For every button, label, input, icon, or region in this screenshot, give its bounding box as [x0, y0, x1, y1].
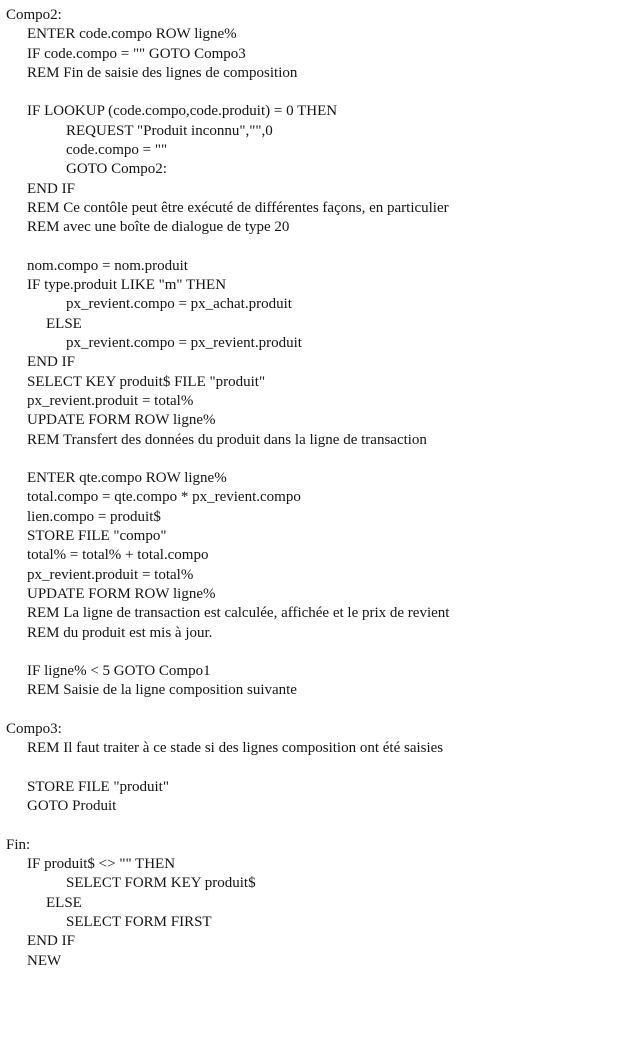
code-line: REQUEST "Produit inconnu","",0 — [66, 122, 273, 139]
blank-line — [6, 816, 636, 835]
code-line: REM Fin de saisie des lignes de composition — [27, 64, 298, 81]
code-line: SELECT FORM FIRST — [66, 913, 212, 930]
code-line: px_revient.compo = px_achat.produit — [66, 296, 292, 313]
code-line: UPDATE FORM ROW ligne% — [27, 585, 216, 602]
blank-line — [6, 450, 636, 469]
code-line: REM La ligne de transaction est calculée, affichée et le prix de revient — [27, 605, 450, 622]
code-line: REM Transfert des données du produit dans la ligne de transaction — [27, 431, 427, 448]
code-listing — [6, 6, 636, 971]
code-line: ELSE — [46, 315, 82, 332]
code-line: STORE FILE "compo" — [27, 528, 167, 545]
code-line: IF type.produit LIKE "m" THEN — [27, 277, 227, 294]
code-line: ENTER code.compo ROW ligne% — [27, 26, 237, 43]
code-label: Compo2: — [6, 7, 62, 23]
code-line: END IF — [27, 354, 75, 371]
blank-line — [6, 643, 636, 662]
code-label: Compo3: — [6, 720, 62, 737]
code-line: code.compo = "" — [66, 142, 168, 159]
code-line: REM Saisie de la ligne composition suivante — [27, 682, 297, 699]
code-line: IF produit$ <> "" THEN — [27, 856, 176, 873]
code-line: IF ligne% < 5 GOTO Compo1 — [27, 663, 211, 680]
code-line: REM avec une boîte de dialogue de type 20 — [27, 219, 290, 236]
code-line: px_revient.produit = total% — [27, 566, 194, 583]
code-line: total% = total% + total.compo — [27, 547, 209, 564]
code-line: total.compo = qte.compo * px_revient.compo — [27, 489, 301, 506]
code-line: UPDATE FORM ROW ligne% — [27, 412, 216, 429]
code-line: IF LOOKUP (code.compo,code.produit) = 0 THEN — [27, 103, 338, 120]
code-line: lien.compo = produit$ — [27, 508, 161, 525]
blank-line — [6, 701, 636, 720]
code-line: SELECT KEY produit$ FILE "produit" — [27, 373, 266, 390]
code-line: IF code.compo = "" GOTO Compo3 — [27, 45, 246, 62]
code-line: END IF — [27, 933, 75, 950]
code-line: GOTO Compo2: — [66, 161, 167, 178]
blank-line — [6, 83, 636, 102]
code-line: STORE FILE "produit" — [27, 778, 169, 795]
code-line: REM Ce contôle peut être exécuté de différentes façons, en particulier — [27, 199, 449, 216]
blank-line — [6, 759, 636, 778]
code-line: px_revient.produit = total% — [27, 392, 194, 409]
code-line: px_revient.compo = px_revient.produit — [66, 335, 302, 352]
code-line: NEW — [27, 952, 62, 969]
code-line: REM Il faut traiter à ce stade si des lignes composition ont été saisies — [27, 740, 444, 757]
code-line: GOTO Produit — [27, 798, 117, 815]
code-line: END IF — [27, 180, 75, 197]
blank-line — [6, 238, 636, 257]
code-label: Fin: — [6, 836, 31, 853]
code-line: SELECT FORM KEY produit$ — [66, 875, 256, 892]
code-line: REM du produit est mis à jour. — [27, 624, 213, 641]
code-line: ENTER qte.compo ROW ligne% — [27, 470, 227, 487]
code-line: nom.compo = nom.produit — [27, 257, 188, 274]
code-line: ELSE — [46, 894, 82, 911]
